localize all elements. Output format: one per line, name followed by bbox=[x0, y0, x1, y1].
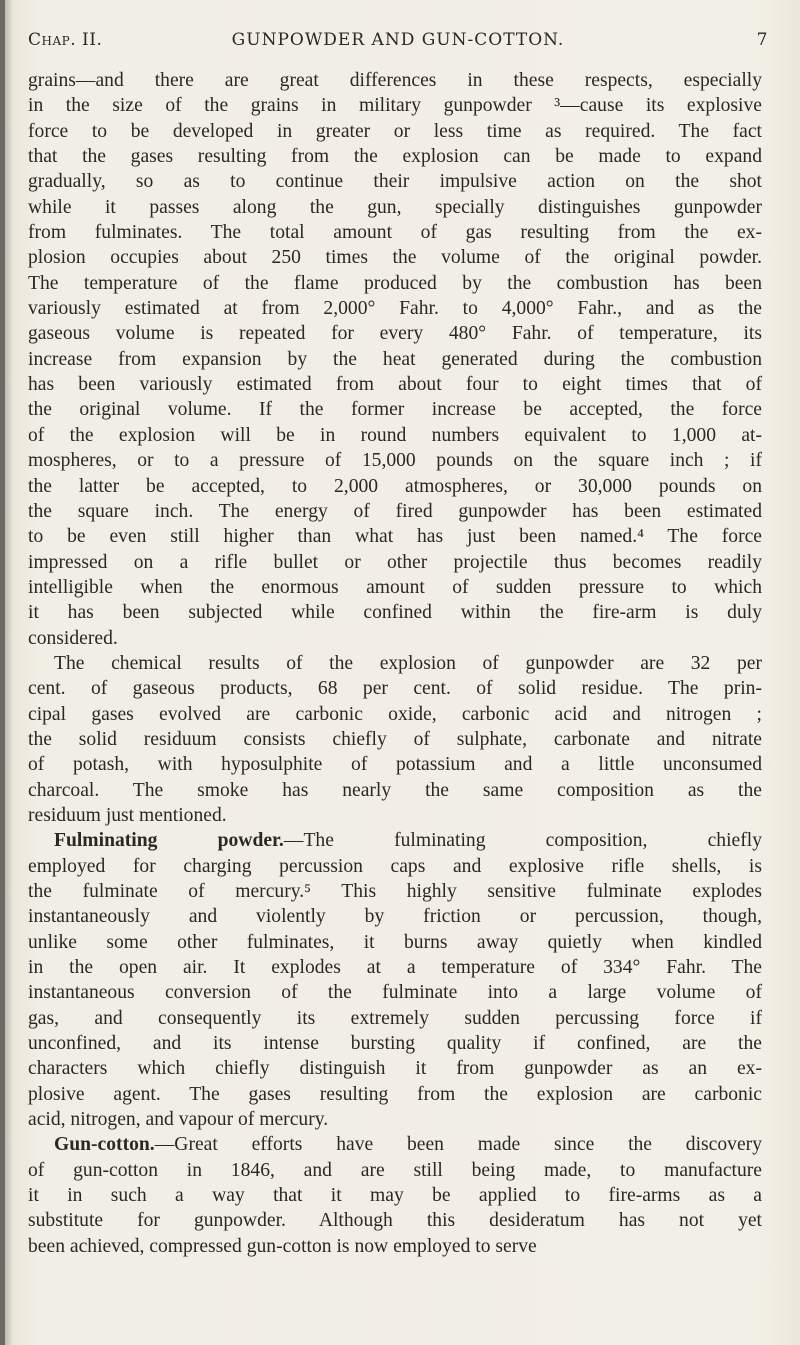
section-heading: Fulminating powder. bbox=[54, 830, 284, 852]
line-text: cipal gases evolved are carbonic oxide, carbonic acid and nitrogen ; bbox=[28, 703, 762, 725]
text-line bbox=[28, 626, 762, 651]
line-text: characters which chiefly distinguish it from gunpowder as an ex- bbox=[28, 1058, 762, 1080]
text-line bbox=[28, 1132, 762, 1157]
text-line bbox=[28, 372, 762, 397]
line-text: has been variously estimated from about four to eight times that of bbox=[28, 374, 762, 396]
text-line bbox=[28, 930, 762, 955]
line-text: grains—and there are great differences in these respects, especially bbox=[28, 70, 762, 91]
line-text: force to be developed in greater or less time as required. The fact bbox=[28, 120, 762, 142]
text-line bbox=[28, 347, 762, 372]
text-line bbox=[28, 195, 762, 220]
text-line bbox=[28, 93, 762, 118]
text-line bbox=[28, 271, 762, 296]
line-text: residuum just mentioned. bbox=[28, 804, 227, 826]
line-text: increase from expansion by the heat generated during the combustion bbox=[28, 348, 762, 370]
line-text: mospheres, or to a pressure of 15,000 pounds on the square inch ; if bbox=[28, 450, 762, 472]
section-heading: Gun-cotton. bbox=[54, 1134, 155, 1156]
text-line bbox=[28, 828, 762, 853]
text-line bbox=[28, 955, 762, 980]
text-line bbox=[28, 220, 762, 245]
text-line bbox=[28, 879, 762, 904]
line-text: employed for charging percussion caps and explosive rifle shells, is bbox=[28, 855, 762, 877]
text-line bbox=[28, 575, 762, 600]
line-text: the original volume. If the former increase be accepted, the force bbox=[28, 399, 762, 421]
text-line bbox=[28, 68, 762, 93]
line-text: the latter be accepted, to 2,000 atmospheres, or 30,000 pounds on bbox=[28, 475, 762, 497]
line-text: —The fulminating composition, chiefly bbox=[283, 830, 762, 852]
line-text: The chemical results of the explosion of gunpowder are 32 per bbox=[54, 652, 762, 674]
text-line bbox=[28, 474, 762, 499]
text-line bbox=[28, 1056, 762, 1081]
line-text: in the open air. It explodes at a temperature of 334° Fahr. The bbox=[28, 957, 762, 979]
text-line bbox=[28, 550, 762, 575]
text-line bbox=[28, 904, 762, 929]
line-text: of the explosion will be in round numbers equivalent to 1,000 at- bbox=[28, 424, 762, 446]
binding-shadow bbox=[5, 0, 13, 1345]
line-text: the fulminate of mercury.⁵ This highly sensitive fulminate explodes bbox=[28, 881, 762, 902]
text-line bbox=[28, 1031, 762, 1056]
text-line bbox=[28, 676, 762, 701]
line-text: the square inch. The energy of fired gunpowder has been estimated bbox=[28, 500, 762, 522]
text-line bbox=[28, 600, 762, 625]
line-text: instantaneous conversion of the fulminate into a large volume of bbox=[28, 982, 762, 1004]
line-text: substitute for gunpowder. Although this desideratum has not yet bbox=[28, 1210, 762, 1232]
line-text: unlike some other fulminates, it burns away quietly when kindled bbox=[28, 931, 762, 953]
line-text: cent. of gaseous products, 68 per cent. of solid residue. The prin- bbox=[28, 678, 762, 700]
text-line bbox=[28, 752, 762, 777]
text-line bbox=[28, 296, 762, 321]
page-number: 7 bbox=[756, 30, 768, 50]
text-line bbox=[28, 1158, 762, 1183]
line-text: from fulminates. The total amount of gas resulting from the ex- bbox=[28, 222, 762, 244]
text-line bbox=[28, 448, 762, 473]
text-line bbox=[28, 1082, 762, 1107]
text-line bbox=[28, 803, 762, 828]
text-line bbox=[28, 1208, 762, 1233]
line-text: that the gases resulting from the explosion can be made to expand bbox=[28, 146, 762, 168]
line-text: it in such a way that it may be applied to fire-arms as a bbox=[28, 1185, 762, 1207]
line-text: acid, nitrogen, and vapour of mercury. bbox=[28, 1109, 329, 1131]
text-line bbox=[28, 778, 762, 803]
text-line bbox=[28, 1107, 762, 1132]
line-text: plosion occupies about 250 times the volume of the original powder. bbox=[28, 247, 762, 269]
text-line bbox=[28, 169, 762, 194]
text-line bbox=[28, 499, 762, 524]
running-title: GUNPOWDER AND GUN-COTTON. bbox=[231, 30, 565, 50]
line-text: charcoal. The smoke has nearly the same composition as the bbox=[28, 779, 762, 801]
line-text: gradually, so as to continue their impulsive action on the shot bbox=[28, 171, 762, 193]
text-line bbox=[28, 980, 762, 1005]
text-line bbox=[28, 854, 762, 879]
line-text: considered. bbox=[28, 627, 118, 649]
line-text: it has been subjected while confined within the fire-arm is duly bbox=[28, 602, 762, 624]
line-text: gas, and consequently its extremely sudden percussing force if bbox=[28, 1007, 762, 1029]
line-text: instantaneously and violently by friction or percussion, though, bbox=[28, 906, 762, 928]
text-line bbox=[28, 1183, 762, 1208]
text-line bbox=[28, 144, 762, 169]
line-text: been achieved, compressed gun-cotton is now employed to serve bbox=[28, 1235, 537, 1257]
line-text: of potash, with hyposulphite of potassium and a little unconsumed bbox=[28, 754, 762, 776]
text-line bbox=[28, 423, 762, 448]
text-line bbox=[28, 524, 762, 549]
body-text bbox=[28, 68, 762, 1259]
text-line bbox=[28, 245, 762, 270]
line-text: intelligible when the enormous amount of sudden pressure to which bbox=[28, 576, 762, 598]
line-text: to be even still higher than what has just been named.⁴ The force bbox=[28, 526, 762, 548]
line-text: plosive agent. The gases resulting from the explosion are carbonic bbox=[28, 1083, 762, 1105]
text-line bbox=[28, 1234, 762, 1259]
line-text: The temperature of the flame produced by the combustion has been bbox=[28, 272, 762, 294]
line-text: of gun-cotton in 1846, and are still being made, to manufacture bbox=[28, 1159, 762, 1181]
chapter-label: Chap. II. bbox=[28, 30, 103, 50]
text-line bbox=[28, 1006, 762, 1031]
line-text: variously estimated at from 2,000° Fahr. to 4,000° Fahr., and as the bbox=[28, 298, 762, 320]
line-text: —Great efforts have been made since the discovery bbox=[154, 1134, 762, 1156]
text-line bbox=[28, 727, 762, 752]
line-text: in the size of the grains in military gunpowder ³—cause its explosive bbox=[28, 95, 762, 117]
text-line bbox=[28, 119, 762, 144]
text-line bbox=[28, 702, 762, 727]
running-header bbox=[28, 30, 768, 60]
text-line bbox=[28, 321, 762, 346]
text-line bbox=[28, 397, 762, 422]
line-text: impressed on a rifle bullet or other projectile thus becomes readily bbox=[28, 551, 762, 573]
line-text: gaseous volume is repeated for every 480° Fahr. of temperature, its bbox=[28, 323, 762, 345]
line-text: unconfined, and its intense bursting quality if confined, are the bbox=[28, 1033, 762, 1055]
text-line bbox=[28, 651, 762, 676]
line-text: the solid residuum consists chiefly of sulphate, carbonate and nitrate bbox=[28, 728, 762, 750]
line-text: while it passes along the gun, specially distinguishes gunpowder bbox=[28, 196, 762, 218]
